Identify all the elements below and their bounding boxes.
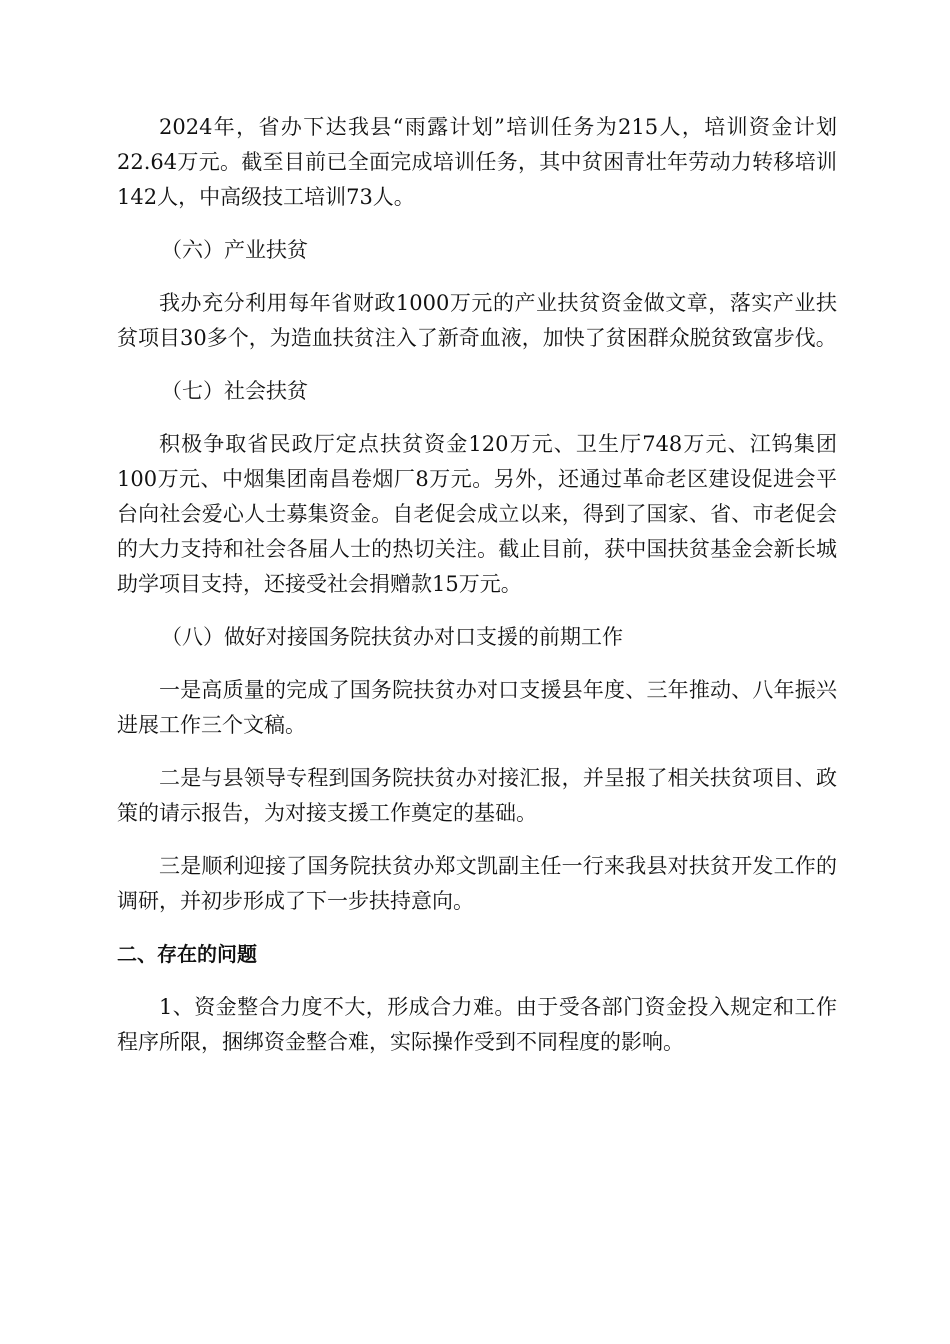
paragraph-item-three: 三是顺利迎接了国务院扶贫办郑文凯副主任一行来我县对扶贫开发工作的调研，并初步形成了下一步扶持意向。	[117, 854, 837, 913]
document-body	[117, 110, 837, 1078]
paragraph-rain-dew-plan: 2024年，省办下达我县“雨露计划”培训任务为215人，培训资金计划22.64万元。截至目前已全面完成培训任务，其中贫困青壮年劳动力转移培训142人，中高级技工培训73人。	[117, 115, 837, 209]
subheading-industry-poverty-alleviation: （六）产业扶贫	[161, 238, 308, 262]
paragraph-item-two: 二是与县领导专程到国务院扶贫办对接汇报，并呈报了相关扶贫项目、政策的请示报告，为对接支援工作奠定的基础。	[117, 766, 837, 825]
paragraph-item-one: 一是高质量的完成了国务院扶贫办对口支援县年度、三年推动、八年振兴进展工作三个文稿。	[117, 678, 837, 737]
paragraph-social-funds: 积极争取省民政厅定点扶贫资金120万元、卫生厅748万元、江钨集团100万元、中烟集团南昌卷烟厂8万元。另外，还通过革命老区建设促进会平台向社会爱心人士募集资金。自老促会成立以来，得到了国家、省、市老促会的大力支持和社会各届人士的热切关注。截止目前，获中国扶贫基金会新长城助学项目支持，还接受社会捐赠款15万元。	[117, 432, 837, 596]
section-heading-existing-problems: 二、存在的问题	[117, 942, 257, 966]
subheading-social-poverty-alleviation: （七）社会扶贫	[161, 379, 308, 403]
paragraph-problem-one: 1、资金整合力度不大，形成合力难。由于受各部门资金投入规定和工作程序所限，捆绑资金整合难，实际操作受到不同程度的影响。	[117, 995, 837, 1054]
subheading-state-council-support: （八）做好对接国务院扶贫办对口支援的前期工作	[161, 625, 623, 649]
paragraph-industry-funds: 我办充分利用每年省财政1000万元的产业扶贫资金做文章，落实产业扶贫项目30多个，为造血扶贫注入了新奇血液，加快了贫困群众脱贫致富步伐。	[117, 291, 837, 350]
